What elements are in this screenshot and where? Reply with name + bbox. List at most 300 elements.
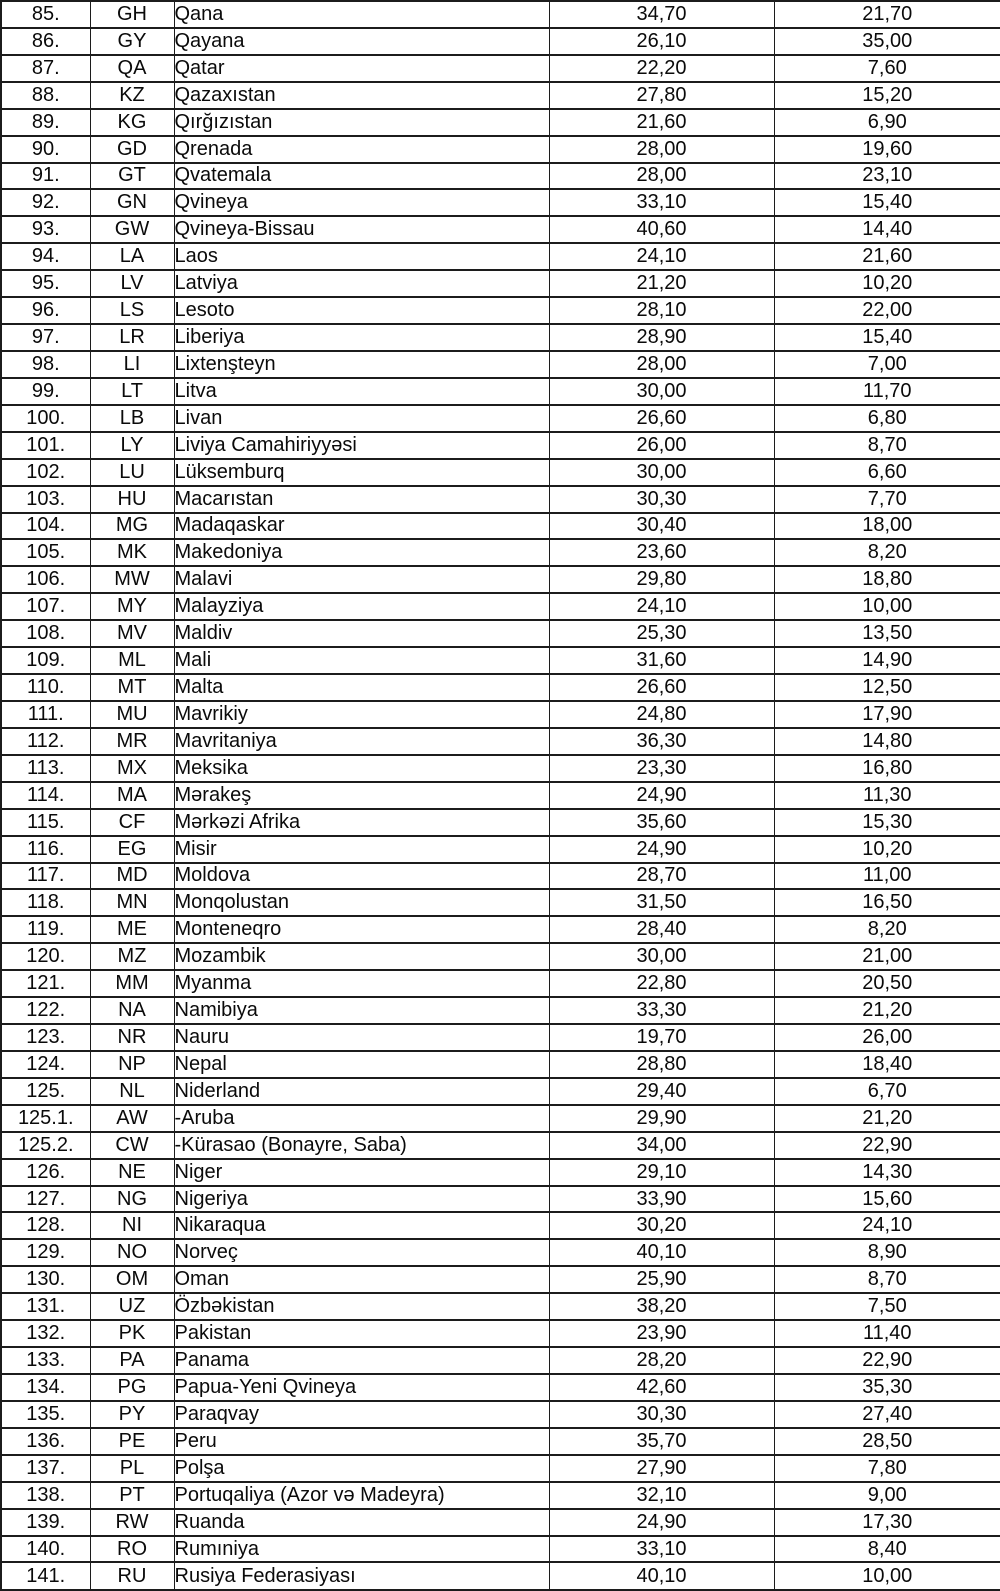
country-name-cell: Panama (174, 1347, 549, 1374)
country-code-cell: MT (90, 674, 174, 701)
value2-cell: 27,40 (774, 1401, 1000, 1428)
table-row (1, 189, 1000, 216)
value2-cell: 10,00 (774, 593, 1000, 620)
table-row (1, 513, 1000, 540)
value2-cell: 26,00 (774, 1024, 1000, 1051)
value2-cell: 6,80 (774, 405, 1000, 432)
country-name-cell: Namibiya (174, 997, 549, 1024)
row-number-cell: 94. (1, 243, 90, 270)
country-code-cell: OM (90, 1266, 174, 1293)
value2-cell: 18,80 (774, 566, 1000, 593)
value1-cell: 19,70 (549, 1024, 774, 1051)
country-code-cell: LT (90, 378, 174, 405)
row-number-cell: 114. (1, 782, 90, 809)
row-number-cell: 112. (1, 728, 90, 755)
country-code-cell: MG (90, 513, 174, 540)
country-name-cell: Norveç (174, 1239, 549, 1266)
table-row (1, 163, 1000, 190)
value2-cell: 8,20 (774, 916, 1000, 943)
table-row (1, 566, 1000, 593)
country-code-cell: GD (90, 136, 174, 163)
row-number-cell: 117. (1, 863, 90, 890)
value2-cell: 14,30 (774, 1159, 1000, 1186)
country-code-cell: MD (90, 863, 174, 890)
row-number-cell: 115. (1, 809, 90, 836)
country-code-cell: LB (90, 405, 174, 432)
country-code-cell: NI (90, 1212, 174, 1239)
value1-cell: 24,10 (549, 243, 774, 270)
table-row (1, 1051, 1000, 1078)
country-name-cell: Qvineya (174, 189, 549, 216)
country-name-cell: Ruanda (174, 1509, 549, 1536)
row-number-cell: 116. (1, 836, 90, 863)
row-number-cell: 110. (1, 674, 90, 701)
value1-cell: 23,60 (549, 539, 774, 566)
row-number-cell: 103. (1, 486, 90, 513)
table-row (1, 997, 1000, 1024)
country-name-cell: Pakistan (174, 1320, 549, 1347)
country-name-cell: Laos (174, 243, 549, 270)
value2-cell: 16,80 (774, 755, 1000, 782)
country-name-cell: Portuqaliya (Azor və Madeyra) (174, 1482, 549, 1509)
value1-cell: 25,90 (549, 1266, 774, 1293)
country-name-cell: Latviya (174, 270, 549, 297)
row-number-cell: 109. (1, 647, 90, 674)
country-name-cell: Livan (174, 405, 549, 432)
table-row (1, 1186, 1000, 1213)
country-code-cell: MU (90, 701, 174, 728)
table-row (1, 1266, 1000, 1293)
country-name-cell: Mavritaniya (174, 728, 549, 755)
row-number-cell: 87. (1, 55, 90, 82)
table-row (1, 1, 1000, 28)
table-row (1, 136, 1000, 163)
table-row (1, 943, 1000, 970)
value2-cell: 14,80 (774, 728, 1000, 755)
country-code-cell: MM (90, 970, 174, 997)
country-code-cell: LA (90, 243, 174, 270)
table-row (1, 809, 1000, 836)
value2-cell: 22,90 (774, 1347, 1000, 1374)
country-name-cell: Qırğızıstan (174, 109, 549, 136)
country-name-cell: Mozambik (174, 943, 549, 970)
country-name-cell: Malayziya (174, 593, 549, 620)
value2-cell: 6,70 (774, 1078, 1000, 1105)
country-name-cell: Misir (174, 836, 549, 863)
country-name-cell: Niger (174, 1159, 549, 1186)
row-number-cell: 113. (1, 755, 90, 782)
table-row (1, 28, 1000, 55)
value2-cell: 8,70 (774, 1266, 1000, 1293)
value2-cell: 22,00 (774, 297, 1000, 324)
row-number-cell: 85. (1, 1, 90, 28)
value2-cell: 11,70 (774, 378, 1000, 405)
value2-cell: 8,70 (774, 432, 1000, 459)
country-name-cell: Polşa (174, 1455, 549, 1482)
value2-cell: 7,00 (774, 351, 1000, 378)
table-row (1, 270, 1000, 297)
country-name-cell: Peru (174, 1428, 549, 1455)
row-number-cell: 133. (1, 1347, 90, 1374)
country-code-cell: PK (90, 1320, 174, 1347)
value2-cell: 12,50 (774, 674, 1000, 701)
country-code-cell: RO (90, 1536, 174, 1563)
country-code-cell: PE (90, 1428, 174, 1455)
country-name-cell: Qana (174, 1, 549, 28)
country-name-cell: Nikaraqua (174, 1212, 549, 1239)
value2-cell: 15,20 (774, 82, 1000, 109)
value2-cell: 15,40 (774, 324, 1000, 351)
table-row (1, 836, 1000, 863)
row-number-cell: 97. (1, 324, 90, 351)
country-name-cell: Macarıstan (174, 486, 549, 513)
country-code-cell: MY (90, 593, 174, 620)
country-name-cell: Makedoniya (174, 539, 549, 566)
value1-cell: 27,80 (549, 82, 774, 109)
value1-cell: 24,90 (549, 1509, 774, 1536)
value1-cell: 22,80 (549, 970, 774, 997)
value1-cell: 24,90 (549, 782, 774, 809)
value2-cell: 7,50 (774, 1293, 1000, 1320)
value1-cell: 25,30 (549, 620, 774, 647)
table-row (1, 620, 1000, 647)
country-code-cell: GH (90, 1, 174, 28)
value2-cell: 11,30 (774, 782, 1000, 809)
value2-cell: 35,00 (774, 28, 1000, 55)
country-code-cell: LU (90, 459, 174, 486)
row-number-cell: 130. (1, 1266, 90, 1293)
value2-cell: 23,10 (774, 163, 1000, 190)
value1-cell: 21,60 (549, 109, 774, 136)
value2-cell: 9,00 (774, 1482, 1000, 1509)
value2-cell: 20,50 (774, 970, 1000, 997)
value2-cell: 11,00 (774, 863, 1000, 890)
value2-cell: 28,50 (774, 1428, 1000, 1455)
value2-cell: 24,10 (774, 1212, 1000, 1239)
country-name-cell: Liberiya (174, 324, 549, 351)
country-code-cell: UZ (90, 1293, 174, 1320)
table-row (1, 1347, 1000, 1374)
table-row (1, 889, 1000, 916)
country-name-cell: Qvatemala (174, 163, 549, 190)
country-name-cell: Qayana (174, 28, 549, 55)
table-row (1, 1159, 1000, 1186)
row-number-cell: 137. (1, 1455, 90, 1482)
value2-cell: 35,30 (774, 1374, 1000, 1401)
row-number-cell: 127. (1, 1186, 90, 1213)
value1-cell: 30,30 (549, 1401, 774, 1428)
value2-cell: 8,20 (774, 539, 1000, 566)
country-code-cell: ME (90, 916, 174, 943)
value2-cell: 15,40 (774, 189, 1000, 216)
table-row (1, 243, 1000, 270)
value1-cell: 35,70 (549, 1428, 774, 1455)
country-code-cell: MK (90, 539, 174, 566)
country-code-cell: EG (90, 836, 174, 863)
value1-cell: 23,90 (549, 1320, 774, 1347)
country-code-cell: CF (90, 809, 174, 836)
country-code-cell: PL (90, 1455, 174, 1482)
row-number-cell: 108. (1, 620, 90, 647)
value2-cell: 7,80 (774, 1455, 1000, 1482)
table-row (1, 916, 1000, 943)
value2-cell: 22,90 (774, 1132, 1000, 1159)
country-code-cell: MR (90, 728, 174, 755)
value1-cell: 34,70 (549, 1, 774, 28)
value2-cell: 10,20 (774, 270, 1000, 297)
table-row (1, 1320, 1000, 1347)
table-row (1, 728, 1000, 755)
country-code-cell: MZ (90, 943, 174, 970)
value1-cell: 28,40 (549, 916, 774, 943)
country-code-cell: MX (90, 755, 174, 782)
country-code-cell: LV (90, 270, 174, 297)
country-code-cell: QA (90, 55, 174, 82)
country-code-cell: AW (90, 1105, 174, 1132)
country-name-cell: -Aruba (174, 1105, 549, 1132)
value2-cell: 21,60 (774, 243, 1000, 270)
value1-cell: 28,10 (549, 297, 774, 324)
country-name-cell: Oman (174, 1266, 549, 1293)
value1-cell: 30,00 (549, 378, 774, 405)
country-name-cell: Meksika (174, 755, 549, 782)
country-name-cell: Liviya Camahiriyyəsi (174, 432, 549, 459)
row-number-cell: 93. (1, 216, 90, 243)
table-row (1, 1455, 1000, 1482)
row-number-cell: 124. (1, 1051, 90, 1078)
country-code-cell: GN (90, 189, 174, 216)
country-code-cell: LI (90, 351, 174, 378)
table-row (1, 782, 1000, 809)
value1-cell: 28,00 (549, 136, 774, 163)
country-name-cell: Qazaxıstan (174, 82, 549, 109)
country-name-cell: Lesoto (174, 297, 549, 324)
country-code-cell: MN (90, 889, 174, 916)
country-name-cell: Lüksemburq (174, 459, 549, 486)
row-number-cell: 125.2. (1, 1132, 90, 1159)
value2-cell: 14,90 (774, 647, 1000, 674)
country-name-cell: Nigeriya (174, 1186, 549, 1213)
row-number-cell: 131. (1, 1293, 90, 1320)
table-row (1, 324, 1000, 351)
value1-cell: 30,40 (549, 513, 774, 540)
row-number-cell: 98. (1, 351, 90, 378)
row-number-cell: 89. (1, 109, 90, 136)
country-code-cell: NL (90, 1078, 174, 1105)
table-row (1, 674, 1000, 701)
value1-cell: 28,90 (549, 324, 774, 351)
country-name-cell: Madaqaskar (174, 513, 549, 540)
country-code-cell: PA (90, 1347, 174, 1374)
table-row (1, 539, 1000, 566)
country-code-cell: RU (90, 1562, 174, 1590)
country-name-cell: Qatar (174, 55, 549, 82)
country-code-cell: PG (90, 1374, 174, 1401)
value2-cell: 21,20 (774, 1105, 1000, 1132)
country-code-cell: MW (90, 566, 174, 593)
value2-cell: 11,40 (774, 1320, 1000, 1347)
country-code-cell: ML (90, 647, 174, 674)
row-number-cell: 90. (1, 136, 90, 163)
value2-cell: 18,40 (774, 1051, 1000, 1078)
value1-cell: 26,60 (549, 674, 774, 701)
row-number-cell: 125. (1, 1078, 90, 1105)
row-number-cell: 126. (1, 1159, 90, 1186)
row-number-cell: 101. (1, 432, 90, 459)
value1-cell: 28,00 (549, 351, 774, 378)
country-name-cell: Rumıniya (174, 1536, 549, 1563)
row-number-cell: 107. (1, 593, 90, 620)
value1-cell: 29,10 (549, 1159, 774, 1186)
value1-cell: 40,10 (549, 1562, 774, 1590)
country-code-cell: NG (90, 1186, 174, 1213)
table-row (1, 1562, 1000, 1590)
country-name-cell: Maldiv (174, 620, 549, 647)
value2-cell: 14,40 (774, 216, 1000, 243)
value1-cell: 40,60 (549, 216, 774, 243)
row-number-cell: 92. (1, 189, 90, 216)
value2-cell: 21,00 (774, 943, 1000, 970)
country-name-cell: Paraqvay (174, 1401, 549, 1428)
country-name-cell: Monqolustan (174, 889, 549, 916)
value2-cell: 6,60 (774, 459, 1000, 486)
value1-cell: 22,20 (549, 55, 774, 82)
table-row (1, 593, 1000, 620)
row-number-cell: 121. (1, 970, 90, 997)
country-code-cell: NE (90, 1159, 174, 1186)
country-name-cell: Mavrikiy (174, 701, 549, 728)
row-number-cell: 141. (1, 1562, 90, 1590)
country-code-cell: LY (90, 432, 174, 459)
row-number-cell: 118. (1, 889, 90, 916)
value2-cell: 7,60 (774, 55, 1000, 82)
value2-cell: 17,90 (774, 701, 1000, 728)
value2-cell: 10,00 (774, 1562, 1000, 1590)
row-number-cell: 136. (1, 1428, 90, 1455)
country-code-cell: GY (90, 28, 174, 55)
value1-cell: 36,30 (549, 728, 774, 755)
table-row (1, 216, 1000, 243)
table-row (1, 1078, 1000, 1105)
table-row (1, 1293, 1000, 1320)
value1-cell: 29,40 (549, 1078, 774, 1105)
value1-cell: 28,70 (549, 863, 774, 890)
country-name-cell: Monteneqro (174, 916, 549, 943)
value2-cell: 7,70 (774, 486, 1000, 513)
table-row (1, 82, 1000, 109)
table-row (1, 55, 1000, 82)
value2-cell: 15,60 (774, 1186, 1000, 1213)
row-number-cell: 135. (1, 1401, 90, 1428)
value1-cell: 30,00 (549, 459, 774, 486)
country-name-cell: -Kürasao (Bonayre, Saba) (174, 1132, 549, 1159)
country-name-cell: Nepal (174, 1051, 549, 1078)
value1-cell: 33,90 (549, 1186, 774, 1213)
table-row (1, 1536, 1000, 1563)
country-name-cell: Mali (174, 647, 549, 674)
row-number-cell: 88. (1, 82, 90, 109)
table-row (1, 1482, 1000, 1509)
country-name-cell: Litva (174, 378, 549, 405)
table-row (1, 647, 1000, 674)
row-number-cell: 134. (1, 1374, 90, 1401)
value2-cell: 21,70 (774, 1, 1000, 28)
row-number-cell: 122. (1, 997, 90, 1024)
value1-cell: 30,00 (549, 943, 774, 970)
country-name-cell: Nauru (174, 1024, 549, 1051)
table-row (1, 351, 1000, 378)
row-number-cell: 138. (1, 1482, 90, 1509)
country-code-cell: LS (90, 297, 174, 324)
value1-cell: 26,60 (549, 405, 774, 432)
value2-cell: 10,20 (774, 836, 1000, 863)
country-code-cell: NR (90, 1024, 174, 1051)
country-code-cell: CW (90, 1132, 174, 1159)
value1-cell: 40,10 (549, 1239, 774, 1266)
value1-cell: 26,10 (549, 28, 774, 55)
country-name-cell: Malta (174, 674, 549, 701)
value1-cell: 34,00 (549, 1132, 774, 1159)
value2-cell: 6,90 (774, 109, 1000, 136)
value1-cell: 30,20 (549, 1212, 774, 1239)
table-row (1, 459, 1000, 486)
value1-cell: 26,00 (549, 432, 774, 459)
country-code-cell: KG (90, 109, 174, 136)
country-code-cell: MV (90, 620, 174, 647)
row-number-cell: 104. (1, 513, 90, 540)
row-number-cell: 105. (1, 539, 90, 566)
country-name-cell: Özbəkistan (174, 1293, 549, 1320)
value2-cell: 18,00 (774, 513, 1000, 540)
table-row (1, 1428, 1000, 1455)
row-number-cell: 129. (1, 1239, 90, 1266)
row-number-cell: 111. (1, 701, 90, 728)
country-code-cell: PY (90, 1401, 174, 1428)
row-number-cell: 102. (1, 459, 90, 486)
value1-cell: 28,80 (549, 1051, 774, 1078)
value1-cell: 33,10 (549, 189, 774, 216)
row-number-cell: 86. (1, 28, 90, 55)
row-number-cell: 99. (1, 378, 90, 405)
country-code-cell: GW (90, 216, 174, 243)
country-name-cell: Mərakeş (174, 782, 549, 809)
table-row (1, 297, 1000, 324)
row-number-cell: 125.1. (1, 1105, 90, 1132)
table-row (1, 1509, 1000, 1536)
country-name-cell: Malavi (174, 566, 549, 593)
value2-cell: 8,90 (774, 1239, 1000, 1266)
table-row (1, 1132, 1000, 1159)
value2-cell: 17,30 (774, 1509, 1000, 1536)
value1-cell: 27,90 (549, 1455, 774, 1482)
country-code-cell: GT (90, 163, 174, 190)
row-number-cell: 120. (1, 943, 90, 970)
table-row (1, 755, 1000, 782)
country-name-cell: Qvineya-Bissau (174, 216, 549, 243)
value1-cell: 31,60 (549, 647, 774, 674)
table-row (1, 1105, 1000, 1132)
row-number-cell: 139. (1, 1509, 90, 1536)
country-name-cell: Moldova (174, 863, 549, 890)
value1-cell: 24,10 (549, 593, 774, 620)
table-row (1, 486, 1000, 513)
value1-cell: 29,80 (549, 566, 774, 593)
row-number-cell: 128. (1, 1212, 90, 1239)
country-code-cell: LR (90, 324, 174, 351)
country-code-cell: NP (90, 1051, 174, 1078)
value2-cell: 13,50 (774, 620, 1000, 647)
value2-cell: 19,60 (774, 136, 1000, 163)
